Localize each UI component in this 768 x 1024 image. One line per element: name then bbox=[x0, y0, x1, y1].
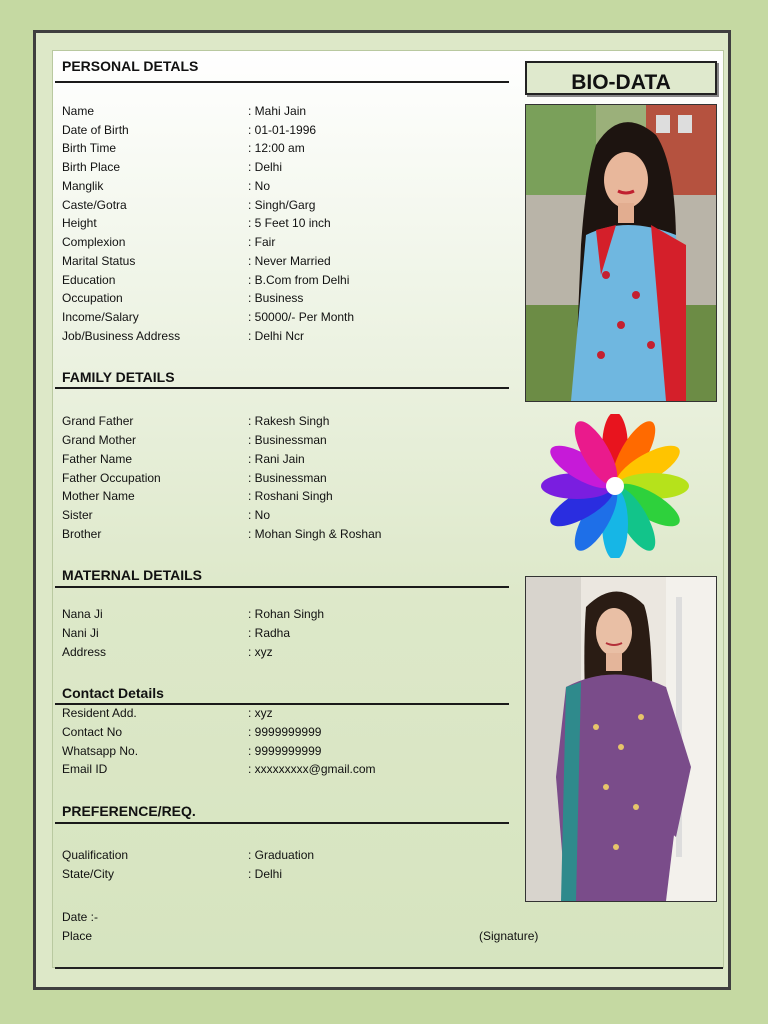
date-label: Date :- bbox=[62, 910, 99, 924]
profile-photo-secondary bbox=[525, 576, 717, 902]
detail-row bbox=[62, 104, 502, 122]
detail-value: : Graduation bbox=[248, 848, 314, 862]
detail-row bbox=[62, 310, 502, 328]
detail-value: : Delhi bbox=[248, 160, 282, 174]
detail-value: : Rohan Singh bbox=[248, 607, 324, 621]
detail-row bbox=[62, 645, 502, 663]
detail-label: Grand Father bbox=[62, 414, 134, 428]
place-label: Place bbox=[62, 929, 93, 943]
section-divider bbox=[55, 822, 509, 824]
detail-value: : xyz bbox=[248, 706, 273, 720]
detail-row bbox=[62, 607, 502, 625]
detail-row bbox=[62, 254, 502, 272]
section-divider bbox=[55, 81, 509, 83]
detail-value: : 5 Feet 10 inch bbox=[248, 216, 331, 230]
detail-label: Nana Ji bbox=[62, 607, 103, 621]
detail-label: Father Occupation bbox=[62, 471, 161, 485]
detail-value: : Mohan Singh & Roshan bbox=[248, 527, 381, 541]
detail-label: Grand Mother bbox=[62, 433, 137, 447]
detail-row bbox=[62, 414, 502, 432]
section-divider bbox=[55, 586, 509, 588]
detail-row bbox=[62, 291, 502, 309]
detail-value: : 9999999999 bbox=[248, 725, 321, 739]
section-heading-personal: PERSONAL DETALS bbox=[62, 58, 199, 74]
detail-value: : Businessman bbox=[248, 433, 327, 447]
detail-label: Contact No bbox=[62, 725, 123, 739]
detail-label: Brother bbox=[62, 527, 102, 541]
detail-label: Marital Status bbox=[62, 254, 136, 268]
detail-label: Birth Place bbox=[62, 160, 121, 174]
detail-row bbox=[62, 123, 502, 141]
detail-row bbox=[62, 216, 502, 234]
detail-row bbox=[62, 489, 502, 507]
portrait-illustration-2 bbox=[526, 577, 716, 901]
detail-row bbox=[62, 452, 502, 470]
detail-value: : Business bbox=[248, 291, 303, 305]
detail-label: Caste/Gotra bbox=[62, 198, 127, 212]
detail-label: Sister bbox=[62, 508, 93, 522]
detail-label: Mother Name bbox=[62, 489, 135, 503]
section-divider bbox=[55, 387, 509, 389]
detail-row bbox=[62, 706, 502, 724]
section-divider bbox=[55, 703, 509, 705]
detail-row bbox=[62, 508, 502, 526]
detail-row bbox=[62, 725, 502, 743]
profile-photo-primary bbox=[525, 104, 717, 402]
detail-label: Nani Ji bbox=[62, 626, 99, 640]
detail-value: : xyz bbox=[248, 645, 273, 659]
detail-value: : 01-01-1996 bbox=[248, 123, 316, 137]
detail-row bbox=[62, 867, 502, 885]
detail-label: Birth Time bbox=[62, 141, 117, 155]
detail-value: : Rakesh Singh bbox=[248, 414, 329, 428]
detail-value: : Roshani Singh bbox=[248, 489, 333, 503]
detail-value: : Never Married bbox=[248, 254, 331, 268]
detail-label: Manglik bbox=[62, 179, 104, 193]
detail-row bbox=[62, 744, 502, 762]
detail-label: Whatsapp No. bbox=[62, 744, 139, 758]
detail-row bbox=[62, 527, 502, 545]
detail-value: : Delhi Ncr bbox=[248, 329, 304, 343]
section-heading-maternal: MATERNAL DETAILS bbox=[62, 567, 202, 583]
detail-row bbox=[62, 141, 502, 159]
detail-value: : Singh/Garg bbox=[248, 198, 315, 212]
detail-row bbox=[62, 329, 502, 347]
detail-row bbox=[62, 273, 502, 291]
detail-value: : Mahi Jain bbox=[248, 104, 306, 118]
section-heading-preference: PREFERENCE/REQ. bbox=[62, 803, 196, 819]
detail-label: Email ID bbox=[62, 762, 108, 776]
detail-label: Job/Business Address bbox=[62, 329, 181, 343]
section-heading-contact: Contact Details bbox=[62, 685, 164, 701]
detail-value: : Delhi bbox=[248, 867, 282, 881]
detail-value: : B.Com from Delhi bbox=[248, 273, 349, 287]
footer-divider bbox=[55, 967, 723, 969]
detail-value: : 12:00 am bbox=[248, 141, 305, 155]
detail-value: : Radha bbox=[248, 626, 290, 640]
detail-label: Complexion bbox=[62, 235, 126, 249]
detail-value: : 9999999999 bbox=[248, 744, 321, 758]
detail-value: : Fair bbox=[248, 235, 275, 249]
detail-value: : xxxxxxxxx@gmail.com bbox=[248, 762, 376, 776]
detail-row bbox=[62, 235, 502, 253]
detail-label: Date of Birth bbox=[62, 123, 129, 137]
biodata-title: BIO-DATA bbox=[525, 61, 717, 95]
detail-value: : No bbox=[248, 508, 270, 522]
detail-row bbox=[62, 160, 502, 178]
detail-label: Occupation bbox=[62, 291, 123, 305]
detail-value: : Rani Jain bbox=[248, 452, 305, 466]
detail-label: Father Name bbox=[62, 452, 133, 466]
detail-label: Address bbox=[62, 645, 107, 659]
detail-row bbox=[62, 198, 502, 216]
detail-label: Resident Add. bbox=[62, 706, 137, 720]
rainbow-flower-icon bbox=[540, 414, 690, 558]
signature-label: (Signature) bbox=[479, 929, 539, 943]
detail-label: Height bbox=[62, 216, 97, 230]
detail-label: Qualification bbox=[62, 848, 129, 862]
detail-row bbox=[62, 762, 502, 780]
portrait-illustration-1 bbox=[526, 105, 716, 401]
section-heading-family: FAMILY DETAILS bbox=[62, 369, 175, 385]
detail-label: Education bbox=[62, 273, 116, 287]
detail-row bbox=[62, 626, 502, 644]
detail-row bbox=[62, 433, 502, 451]
detail-value: : Businessman bbox=[248, 471, 327, 485]
detail-row bbox=[62, 179, 502, 197]
detail-value: : No bbox=[248, 179, 270, 193]
detail-value: : 50000/- Per Month bbox=[248, 310, 354, 324]
detail-row bbox=[62, 848, 502, 866]
detail-label: State/City bbox=[62, 867, 115, 881]
detail-label: Income/Salary bbox=[62, 310, 139, 324]
detail-label: Name bbox=[62, 104, 95, 118]
detail-row bbox=[62, 471, 502, 489]
